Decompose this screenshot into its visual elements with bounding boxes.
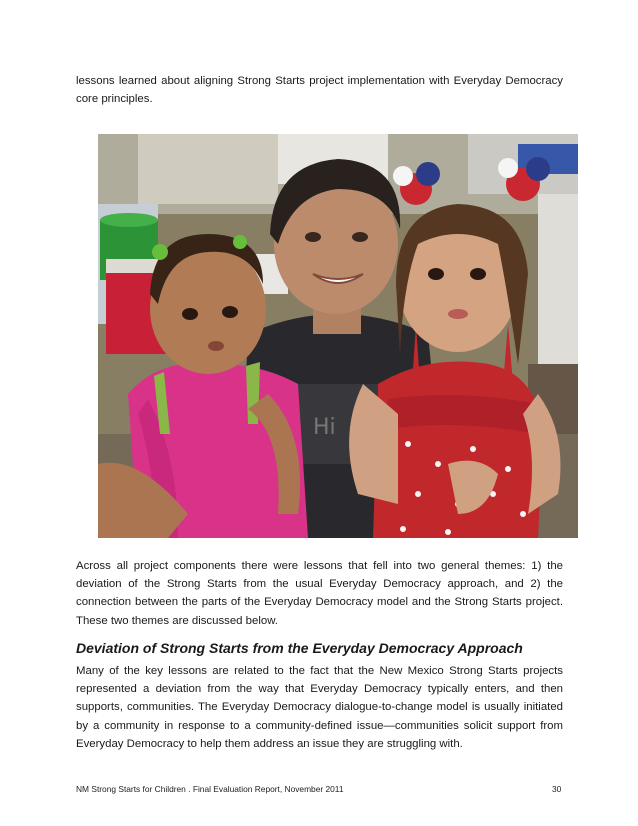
- themes-paragraph: Across all project components there were lessons that fell into two general themes: 1) the deviation of the Strong Starts from the usual Everyday Democracy approach, and 2) the connection between the parts of the Everyday Democracy model and the Strong Starts project. These two themes are discussed below.: [76, 560, 563, 627]
- footer-page-number: 30: [552, 784, 562, 794]
- footer-report-title: NM Strong Starts for Children . Final Evaluation Report, November 2011: [76, 784, 344, 794]
- intro-paragraph: lessons learned about aligning Strong Starts project implementation with Everyday Democracy core principles.: [76, 75, 563, 106]
- svg-text:Hi: Hi: [313, 415, 336, 440]
- section-heading: Deviation of Strong Starts from the Everyday Democracy Approach: [76, 640, 523, 656]
- section-paragraph: Many of the key lessons are related to the fact that the New Mexico Strong Starts projects represented a deviation from the way that Everyday Democracy typically enters, and then supports, communities. The Everyday Democracy dialogue-to-change model is usually initiated by a community in response to a community-defined issue—communities solicit support from Everyday Democracy to help them address an issue they are struggling with.: [76, 665, 563, 750]
- photo-illustration: [98, 134, 578, 538]
- family-photo: [98, 134, 578, 538]
